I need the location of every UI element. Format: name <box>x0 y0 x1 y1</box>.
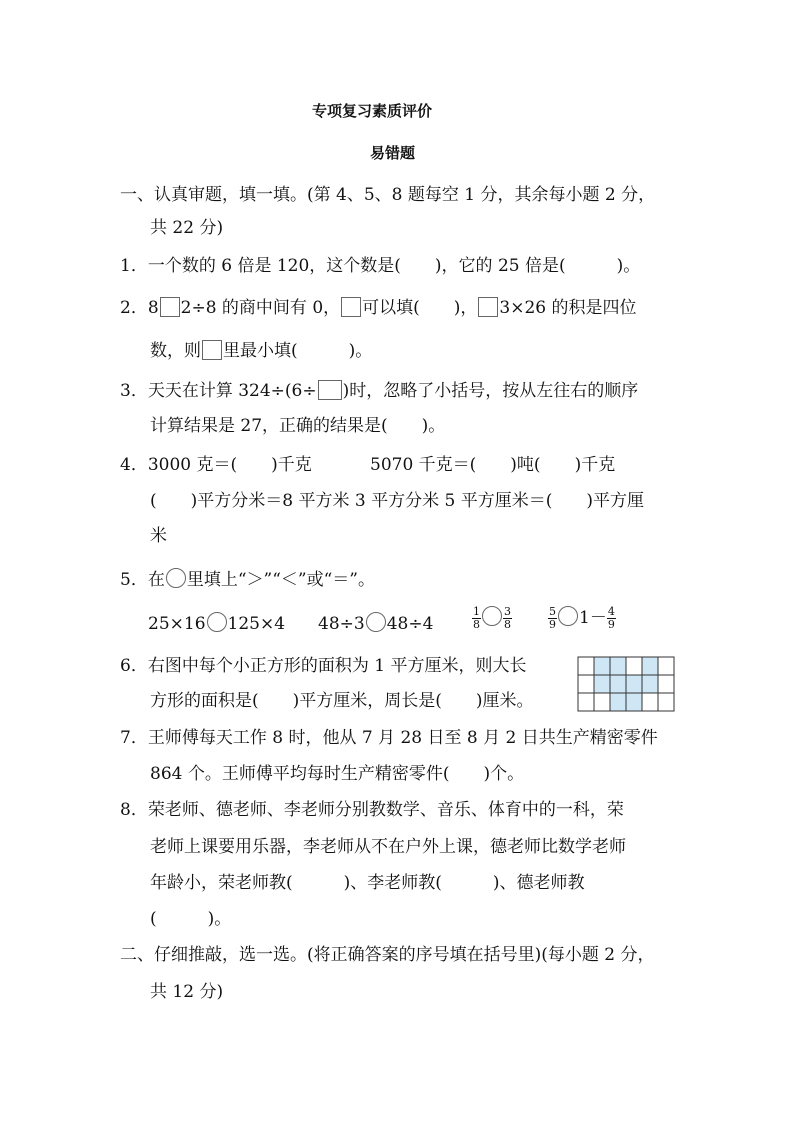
grid-cell <box>610 693 626 711</box>
grid-cell <box>594 657 610 675</box>
grid-cell <box>594 675 610 693</box>
fraction: $\frac{3}{8}$ <box>504 605 511 631</box>
q2-text-f: 里最小填( )。 <box>223 341 373 361</box>
grid-cell <box>578 693 594 711</box>
grid-cell <box>658 675 674 693</box>
q5-expr-2 <box>318 612 433 634</box>
question-8-line1: 8．荣老师、德老师、李老师分别教数学、音乐、体育中的一科，荣 <box>120 800 624 820</box>
question-3-line2: 计算结果是 27，正确的结果是( )。 <box>150 416 446 436</box>
grid-cell <box>578 675 594 693</box>
blank-square-icon <box>202 340 222 360</box>
blank-circle-icon <box>166 568 186 588</box>
q5-e2b: 48÷4 <box>386 614 434 634</box>
q5-e4-mid: 1－ <box>579 608 607 628</box>
q5-text-b: 里填上“＞”“＜”或“＝”。 <box>186 570 375 590</box>
question-1: 1．一个数的 6 倍是 120，这个数是( )，它的 25 倍是( )。 <box>120 256 641 276</box>
section2-heading: 二、仔细推敲，选一选。(将正确答案的序号填在括号里)(每小题 2 分， <box>120 945 655 965</box>
section1-heading-cont: 共 22 分) <box>150 218 224 238</box>
question-7-line2: 864 个。王师傅平均每时生产精密零件( )个。 <box>150 764 525 784</box>
page-subtitle: 易错题 <box>370 144 416 162</box>
blank-circle-icon <box>482 606 502 626</box>
q3-text-b: )时，忽略了小括号，按从左往右的顺序 <box>342 381 639 401</box>
grid-cell <box>642 693 658 711</box>
blank-square-icon <box>341 297 361 317</box>
fraction: $\frac{1}{8}$ <box>473 605 480 631</box>
grid-cell <box>658 693 674 711</box>
q2-text-a: 2．8 <box>120 298 159 318</box>
q5-e1a: 25×16 <box>148 614 206 634</box>
q2-text-e: 数，则 <box>150 341 201 361</box>
blank-square-icon <box>160 297 180 317</box>
blank-square-icon <box>478 297 498 317</box>
question-2-line1 <box>120 297 637 318</box>
question-7-line1: 7．王师傅每天工作 8 时，他从 7 月 28 日至 8 月 2 日共生产精密零件 <box>120 728 658 748</box>
grid-cell <box>610 675 626 693</box>
question-3-line1 <box>120 380 638 401</box>
grid-figure <box>577 656 675 712</box>
question-8-line3: 年龄小，荣老师教( )、李老师教( )、德老师教 <box>150 873 585 893</box>
grid-cell <box>626 657 642 675</box>
page-title: 专项复习素质评价 <box>312 102 433 120</box>
question-6-line2: 方形的面积是( )平方厘米，周长是( )厘米。 <box>150 691 534 711</box>
fraction: $\frac{5}{9}$ <box>549 605 556 631</box>
question-8-line2: 老师上课要用乐器，李老师从不在户外上课，德老师比数学老师 <box>150 837 626 857</box>
question-4-part1: 4．3000 克＝( )千克 <box>120 455 312 475</box>
section1-heading: 一、认真审题，填一填。(第 4、5、8 题每空 1 分，其余每小题 2 分， <box>120 185 656 205</box>
blank-circle-icon <box>207 612 227 632</box>
grid-cell <box>610 657 626 675</box>
fraction: $\frac{4}{9}$ <box>607 605 615 631</box>
q5-expr-4 <box>548 606 616 636</box>
grid-cell <box>642 657 658 675</box>
grid-cell <box>626 693 642 711</box>
question-4-line3: 米 <box>150 526 167 546</box>
grid-cell <box>594 693 610 711</box>
blank-circle-icon <box>558 606 578 626</box>
q5-expr-3 <box>472 606 512 636</box>
q2-text-c: 可以填( )， <box>362 298 478 318</box>
q3-text-a: 3．天天在计算 324÷(6÷ <box>120 381 317 401</box>
q5-text-a: 5．在 <box>120 570 165 590</box>
grid-cell <box>642 675 658 693</box>
question-8-line4: ( )。 <box>150 909 232 929</box>
question-4-line2: ( )平方分米＝8 平方米 3 平方分米 5 平方厘米＝( )平方厘 <box>150 491 644 511</box>
q2-text-d: 3×26 的积是四位 <box>499 298 637 318</box>
question-5-line1 <box>120 568 375 590</box>
q5-e2a: 48÷3 <box>318 614 365 634</box>
section2-heading-cont: 共 12 分) <box>150 982 224 1002</box>
blank-square-icon <box>318 380 342 400</box>
q5-expr-1 <box>148 612 285 634</box>
blank-circle-icon <box>366 612 386 632</box>
question-2-line2 <box>150 340 372 361</box>
q5-e1b: 125×4 <box>227 614 286 634</box>
grid-cell <box>626 675 642 693</box>
grid-cell <box>658 657 674 675</box>
question-6-line1: 6．右图中每个小正方形的面积为 1 平方厘米，则大长 <box>120 656 527 676</box>
q2-text-b: 2÷8 的商中间有 0， <box>180 298 341 318</box>
question-4-part2: 5070 千克＝( )吨( )千克 <box>370 455 616 475</box>
grid-cell <box>578 657 594 675</box>
